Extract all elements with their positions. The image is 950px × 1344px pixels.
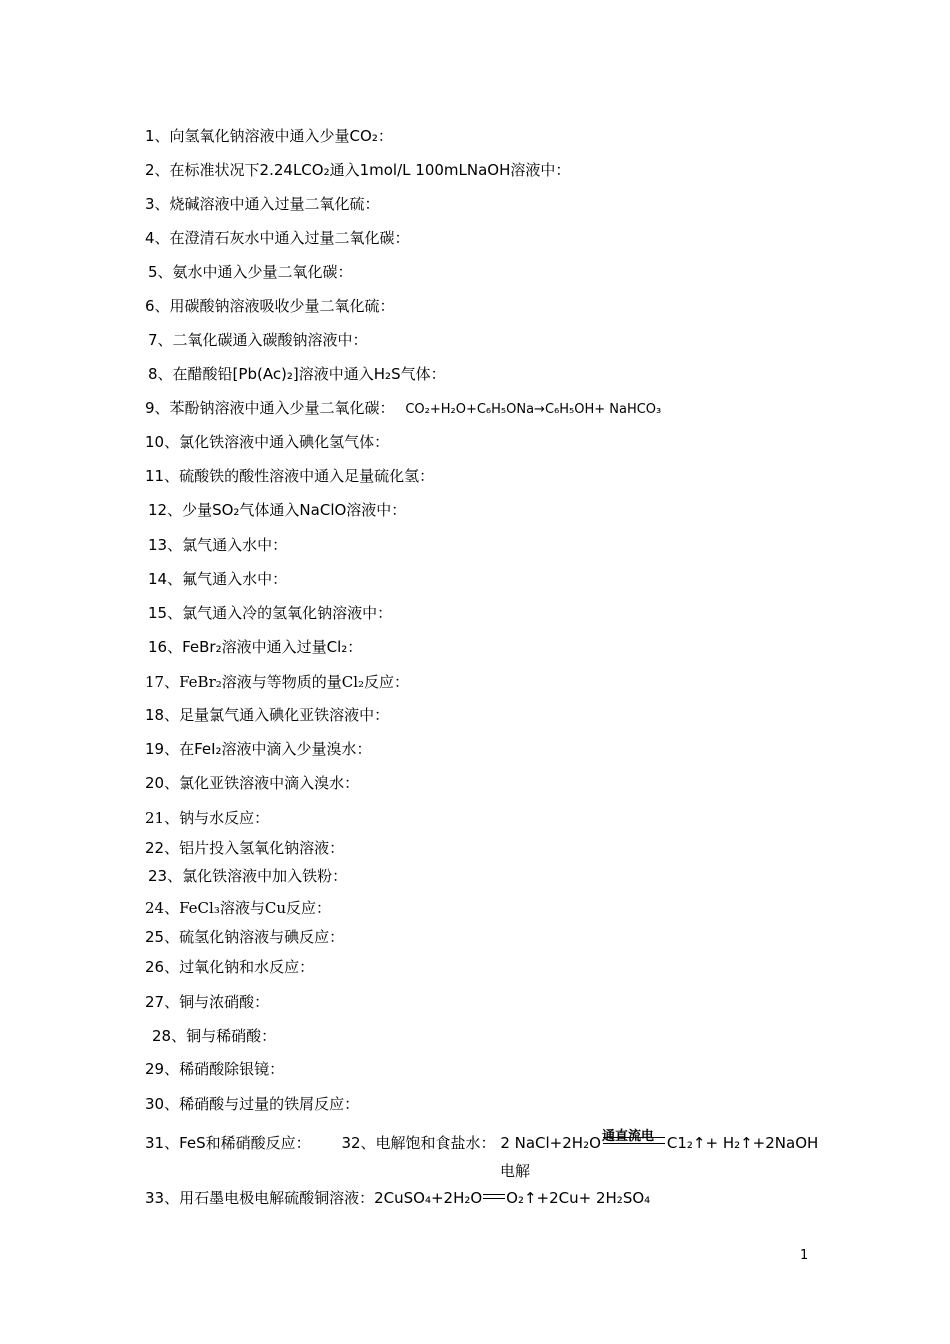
question-13: 13、氯气通入水中：	[148, 536, 288, 554]
question-26: 26、过氧化钠和水反应：	[145, 958, 315, 976]
question-32-right: C1₂↑+ H₂↑+2NaOH	[666, 1134, 819, 1152]
question-33	[145, 1188, 650, 1208]
question-32-left: 2 NaCl+2H₂O	[500, 1134, 601, 1152]
question-17: 17、FeBr₂溶液与等物质的量Cl₂反应：	[145, 673, 410, 691]
question-9-text: 9、苯酚钠溶液中通入少量二氧化碳：	[145, 399, 395, 417]
question-9	[145, 398, 661, 420]
question-23: 23、氯化铁溶液中加入铁粉：	[148, 867, 348, 885]
question-2: 2、在标准状况下2.24LCO₂通入1mol/L 100mLNaOH溶液中：	[145, 161, 571, 179]
question-29: 29、稀硝酸除银镜：	[145, 1060, 285, 1078]
question-31-32-row	[145, 1133, 818, 1153]
question-10: 10、氯化铁溶液中通入碘化氢气体：	[145, 433, 390, 451]
question-12: 12、少量SO₂气体通入NaClO溶液中：	[148, 501, 407, 519]
question-16: 16、FeBr₂溶液中通入过量Cl₂：	[148, 638, 363, 656]
question-15: 15、氯气通入冷的氢氧化钠溶液中：	[148, 604, 393, 622]
question-33-left: 2CuSO₄+2H₂O	[374, 1189, 483, 1207]
question-18: 18、足量氯气通入碘化亚铁溶液中：	[145, 706, 390, 724]
condition-label-electrolysis: 电解	[500, 1162, 531, 1180]
question-19: 19、在FeI₂溶液中滴入少量溴水：	[145, 740, 372, 758]
question-22: 22、铝片投入氢氧化钠溶液：	[145, 839, 345, 857]
question-28: 28、铜与稀硝酸：	[152, 1027, 277, 1045]
question-21: 21、钠与水反应：	[145, 809, 270, 827]
question-5: 5、氨水中通入少量二氧化碳：	[148, 263, 353, 281]
question-33-right: O₂↑+2Cu+ 2H₂SO₄	[506, 1189, 651, 1207]
question-1: 1、向氢氧化钠溶液中通入少量CO₂：	[145, 127, 393, 145]
question-6: 6、用碳酸钠溶液吸收少量二氧化硫：	[145, 297, 395, 315]
question-11: 11、硫酸铁的酸性溶液中通入足量硫化氢：	[145, 467, 435, 485]
question-3: 3、烧碱溶液中通入过量二氧化硫：	[145, 195, 380, 213]
condition-label-dc: 通直流电	[602, 1129, 655, 1144]
question-4: 4、在澄清石灰水中通入过量二氧化碳：	[145, 229, 410, 247]
question-7: 7、二氧化碳通入碳酸钠溶液中：	[148, 331, 368, 349]
equation-double-arrow-short	[483, 1194, 505, 1199]
question-33-text: 33、用石墨电极电解硫酸铜溶液：	[145, 1189, 375, 1207]
question-20: 20、氯化亚铁溶液中滴入溴水：	[145, 774, 360, 792]
page-number: 1	[800, 1248, 809, 1263]
question-31: 31、FeS和稀硝酸反应：	[145, 1134, 311, 1152]
question-14: 14、氟气通入水中：	[148, 570, 288, 588]
question-32: 32、电解饱和食盐水：	[341, 1134, 496, 1152]
question-30: 30、稀硝酸与过量的铁屑反应：	[145, 1095, 360, 1113]
question-25: 25、硫氢化钠溶液与碘反应：	[145, 928, 345, 946]
question-27: 27、铜与浓硝酸：	[145, 993, 270, 1011]
question-8: 8、在醋酸铅[Pb(Ac)₂]溶液中通入H₂S气体：	[148, 365, 446, 383]
question-9-equation: CO₂+H₂O+C₆H₅ONa→C₆H₅OH+ NaHCO₃	[405, 402, 662, 417]
question-24: 24、FeCl₃溶液与Cu反应：	[145, 899, 331, 917]
